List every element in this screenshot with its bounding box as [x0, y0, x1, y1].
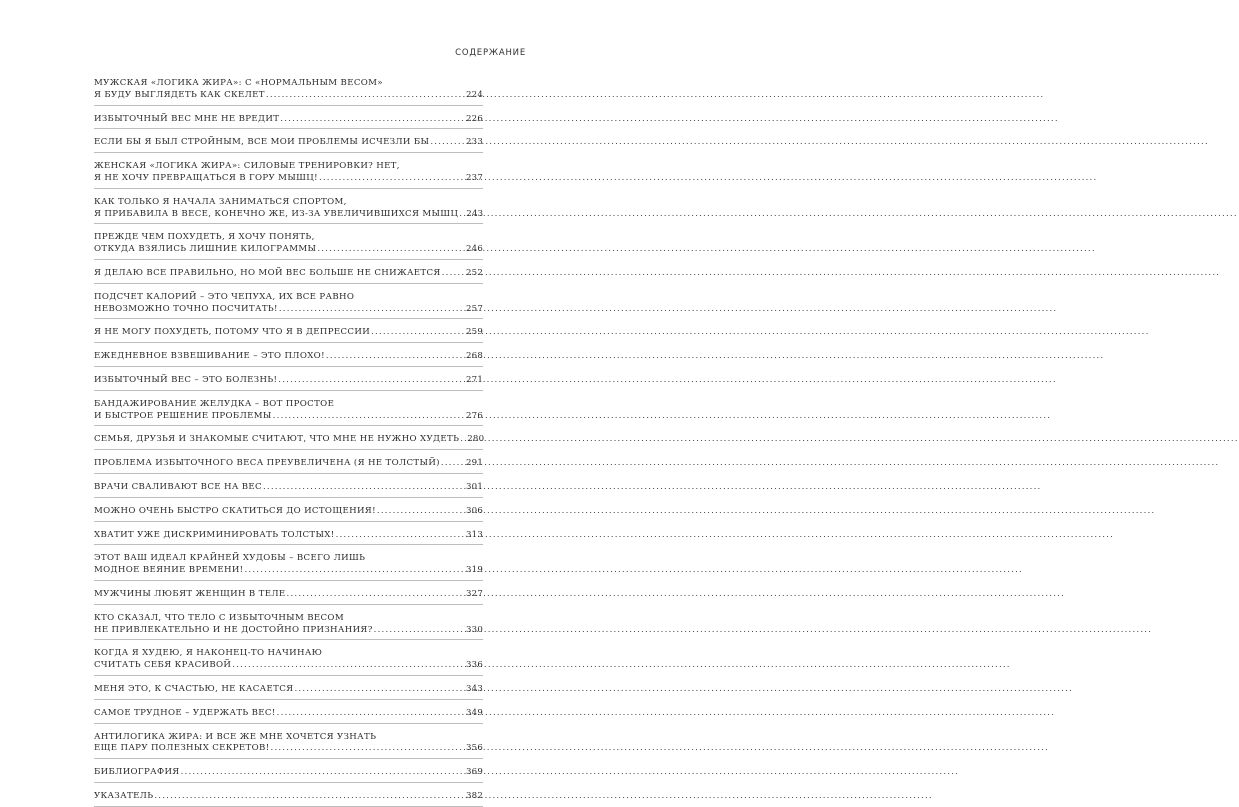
toc-entry[interactable] [94, 434, 483, 450]
toc-entry[interactable] [94, 114, 483, 130]
dot-leader [317, 244, 465, 256]
toc-page-number: 336 [465, 660, 483, 671]
toc-entry[interactable] [94, 292, 483, 320]
toc-entry-line [94, 137, 483, 149]
toc-entry[interactable] [94, 589, 483, 605]
dot-leader [442, 268, 465, 280]
toc-entry-line [94, 625, 483, 637]
toc-entry[interactable] [94, 399, 483, 427]
toc-entry-line [94, 268, 483, 280]
toc-page-number: 233 [465, 137, 483, 148]
toc-entry-title: Я НЕ ХОЧУ ПРЕВРАЩАТЬСЯ В ГОРУ МЫШЦ! [94, 172, 318, 183]
toc-entry-title: САМОЕ ТРУДНОЕ – УДЕРЖАТЬ ВЕС! [94, 707, 276, 718]
dot-leader [232, 660, 465, 672]
running-head-title: СОДЕРЖАНИЕ [455, 48, 526, 58]
toc-page-number: 356 [465, 743, 483, 754]
toc-entry-line [94, 327, 483, 339]
toc-entry[interactable] [94, 791, 483, 807]
toc-entry[interactable] [94, 137, 483, 153]
toc-entry-line [94, 708, 483, 720]
toc-page-number: 268 [465, 351, 483, 362]
toc-entry-title: БАНДАЖИРОВАНИЕ ЖЕЛУДКА – ВОТ ПРОСТОЕ [94, 398, 335, 409]
dot-leader [273, 411, 465, 423]
dot-leader [460, 434, 466, 446]
dot-leader [263, 482, 465, 494]
toc-page-number: 343 [465, 683, 483, 694]
toc-entry-title: УКАЗАТЕЛЬ [94, 790, 154, 801]
toc-entry-line [94, 292, 483, 304]
toc-entry[interactable] [94, 458, 483, 474]
toc-entry[interactable] [94, 78, 483, 106]
toc-entry[interactable] [94, 161, 483, 189]
toc-entry-title: ВРАЧИ СВАЛИВАЮТ ВСЕ НА ВЕС [94, 481, 262, 492]
toc-entry[interactable] [94, 351, 483, 367]
toc-entry-line [94, 173, 483, 185]
toc-entry-line [94, 732, 483, 744]
dot-leader [278, 375, 465, 387]
dot-leader [459, 209, 465, 221]
dot-leader [374, 625, 465, 637]
dot-leader [280, 114, 465, 126]
toc-entry-title: СЕМЬЯ, ДРУЗЬЯ И ЗНАКОМЫЕ СЧИТАЮТ, ЧТО МНЕ НЕ НУЖНО ХУДЕТЬ [94, 434, 460, 445]
toc-entry-line [94, 399, 483, 411]
toc-entry[interactable] [94, 327, 483, 343]
toc-entry-title: ЭТОТ ВАШ ИДЕАЛ КРАЙНЕЙ ХУДОБЫ – ВСЕГО ЛИШЬ [94, 553, 366, 564]
toc-page-number: 226 [465, 113, 483, 124]
toc-entry[interactable] [94, 708, 483, 724]
toc-entry-title: АНТИЛОГИКА ЖИРА: И ВСЕ ЖЕ МНЕ ХОЧЕТСЯ УЗНАТЬ [94, 731, 377, 742]
dot-leader [294, 684, 465, 696]
toc-entry-title: МОЖНО ОЧЕНЬ БЫСТРО СКАТИТЬСЯ ДО ИСТОЩЕНИЯ! [94, 505, 376, 516]
dot-leader [287, 589, 465, 601]
toc-entry-title: БИБЛИОГРАФИЯ [94, 767, 180, 778]
dot-leader [279, 304, 465, 316]
toc-entry-title: МУЖСКАЯ «ЛОГИКА ЖИРА»: С «НОРМАЛЬНЫМ ВЕСОМ» [94, 78, 383, 88]
dot-leader [271, 743, 465, 755]
dot-leader [154, 791, 465, 803]
toc-entry-title: Я ДЕЛАЮ ВСЕ ПРАВИЛЬНО, НО МОЙ ВЕС БОЛЬШЕ НЕ СНИЖАЕТСЯ [94, 267, 441, 278]
toc-page-number: 257 [465, 303, 483, 314]
toc-entry-title: ИЗБЫТОЧНЫЙ ВЕС МНЕ НЕ ВРЕДИТ [94, 113, 280, 124]
toc-entry-line [94, 482, 483, 494]
toc-entry-line [94, 304, 483, 316]
toc-page-number: 291 [465, 458, 483, 469]
table-of-contents [94, 78, 483, 807]
toc-entry-title: ХВАТИТ УЖЕ ДИСКРИМИНИРОВАТЬ ТОЛСТЫХ! [94, 529, 335, 540]
toc-page-number: 280 [467, 434, 485, 445]
toc-entry-line [94, 411, 483, 423]
toc-page-number: 271 [465, 374, 483, 385]
toc-entry[interactable] [94, 197, 483, 225]
toc-entry-line [94, 553, 483, 565]
toc-entry-title: ЖЕНСКАЯ «ЛОГИКА ЖИРА»: СИЛОВЫЕ ТРЕНИРОВКИ? НЕТ, [94, 161, 400, 172]
toc-entry-line [94, 613, 483, 625]
toc-entry[interactable] [94, 648, 483, 676]
toc-entry-line [94, 530, 483, 542]
toc-entry-title: И БЫСТРОЕ РЕШЕНИЕ ПРОБЛЕМЫ [94, 410, 272, 421]
toc-page-number: 382 [465, 790, 483, 801]
dot-leader [371, 327, 465, 339]
toc-entry[interactable] [94, 482, 483, 498]
toc-entry-line [94, 78, 483, 90]
toc-entry-line [94, 684, 483, 696]
dot-leader [277, 708, 465, 720]
toc-entry[interactable] [94, 232, 483, 260]
toc-entry[interactable] [94, 684, 483, 700]
toc-entry-title: КОГДА Я ХУДЕЮ, Я НАКОНЕЦ-ТО НАЧИНАЮ [94, 648, 323, 659]
toc-entry-title: ПОДСЧЕТ КАЛОРИЙ – ЭТО ЧЕПУХА, ИХ ВСЕ РАВНО [94, 291, 355, 302]
toc-page-number: 276 [465, 410, 483, 421]
toc-entry-line [94, 506, 483, 518]
toc-entry[interactable] [94, 732, 483, 760]
toc-page-number: 327 [465, 588, 483, 599]
dot-leader [319, 173, 465, 185]
toc-entry-line [94, 767, 483, 779]
toc-page-number: 319 [465, 565, 483, 576]
toc-entry[interactable] [94, 553, 483, 581]
toc-entry-title: Я НЕ МОГУ ПОХУДЕТЬ, ПОТОМУ ЧТО Я В ДЕПРЕССИИ [94, 327, 371, 338]
toc-entry[interactable] [94, 530, 483, 546]
toc-entry-line [94, 232, 483, 244]
toc-page-number: 330 [465, 624, 483, 635]
toc-page-number: 224 [465, 89, 483, 100]
toc-entry-line [94, 375, 483, 387]
toc-page-number: 306 [465, 505, 483, 516]
dot-leader [441, 458, 465, 470]
toc-entry[interactable] [94, 268, 483, 284]
toc-entry[interactable] [94, 613, 483, 641]
toc-entry-title: МОДНОЕ ВЕЯНИЕ ВРЕМЕНИ! [94, 565, 244, 576]
toc-entry-line [94, 90, 483, 102]
toc-entry-title: ОТКУДА ВЗЯЛИСЬ ЛИШНИЕ КИЛОГРАММЫ [94, 244, 317, 255]
toc-page-number: 259 [465, 327, 483, 338]
toc-page-number: 237 [465, 172, 483, 183]
toc-entry-line [94, 114, 483, 126]
toc-entry-title: КТО СКАЗАЛ, ЧТО ТЕЛО С ИЗБЫТОЧНЫМ ВЕСОМ [94, 612, 344, 623]
toc-page-number: 301 [465, 481, 483, 492]
toc-entry-line [94, 209, 483, 221]
toc-entry-line [94, 434, 483, 446]
toc-page-number: 243 [466, 208, 484, 219]
dot-leader [181, 767, 465, 779]
toc-entry-line [94, 244, 483, 256]
toc-entry-line [94, 589, 483, 601]
toc-entry-title: КАК ТОЛЬКО Я НАЧАЛА ЗАНИМАТЬСЯ СПОРТОМ, [94, 196, 347, 207]
toc-entry-line [94, 791, 483, 803]
toc-entry-line [94, 161, 483, 173]
toc-entry-title: ЕЩЕ ПАРУ ПОЛЕЗНЫХ СЕКРЕТОВ! [94, 743, 270, 754]
dot-leader [430, 137, 465, 149]
toc-entry-line [94, 351, 483, 363]
toc-entry[interactable] [94, 767, 483, 783]
toc-page-number: 252 [465, 267, 483, 278]
toc-entry-title: НЕ ПРИВЛЕКАТЕЛЬНО И НЕ ДОСТОЙНО ПРИЗНАНИЯ? [94, 624, 373, 635]
dot-leader [336, 530, 465, 542]
toc-entry[interactable] [94, 375, 483, 391]
toc-entry-line [94, 648, 483, 660]
toc-entry-title: МУЖЧИНЫ ЛЮБЯТ ЖЕНЩИН В ТЕЛЕ [94, 588, 286, 599]
toc-entry-title: Я ПРИБАВИЛА В ВЕСЕ, КОНЕЧНО ЖЕ, ИЗ-ЗА УВЕЛИЧИВШИХСЯ МЫШЦ [94, 208, 459, 219]
toc-entry-title: ЕЖЕДНЕВНОЕ ВЗВЕШИВАНИЕ – ЭТО ПЛОХО! [94, 351, 325, 362]
toc-entry-line [94, 458, 483, 470]
toc-entry-line [94, 660, 483, 672]
dot-leader [326, 351, 465, 363]
toc-page-number: 246 [465, 244, 483, 255]
toc-entry-title: ПРОБЛЕМА ИЗБЫТОЧНОГО ВЕСА ПРЕУВЕЛИЧЕНА (Я НЕ ТОЛСТЫЙ) [94, 458, 440, 469]
dot-leader [244, 565, 465, 577]
toc-entry-line [94, 743, 483, 755]
toc-entry-title: НЕВОЗМОЖНО ТОЧНО ПОСЧИТАТЬ! [94, 303, 278, 314]
dot-leader [266, 90, 465, 102]
dot-leader [377, 506, 465, 518]
toc-entry-line [94, 565, 483, 577]
toc-entry-title: СЧИТАТЬ СЕБЯ КРАСИВОЙ [94, 660, 232, 671]
toc-entry-title: МЕНЯ ЭТО, К СЧАСТЬЮ, НЕ КАСАЕТСЯ [94, 683, 294, 694]
toc-entry-title: ИЗБЫТОЧНЫЙ ВЕС – ЭТО БОЛЕЗНЬ! [94, 374, 278, 385]
toc-page-number: 349 [465, 707, 483, 718]
toc-entry[interactable] [94, 506, 483, 522]
toc-entry-title: ЕСЛИ БЫ Я БЫЛ СТРОЙНЫМ, ВСЕ МОИ ПРОБЛЕМЫ ИСЧЕЗЛИ БЫ [94, 137, 430, 148]
toc-page-number: 313 [465, 529, 483, 540]
toc-page-number: 369 [465, 767, 483, 778]
toc-entry-line [94, 197, 483, 209]
toc-entry-title: ПРЕЖДЕ ЧЕМ ПОХУДЕТЬ, Я ХОЧУ ПОНЯТЬ, [94, 232, 315, 243]
toc-entry-title: Я БУДУ ВЫГЛЯДЕТЬ КАК СКЕЛЕТ [94, 89, 265, 100]
